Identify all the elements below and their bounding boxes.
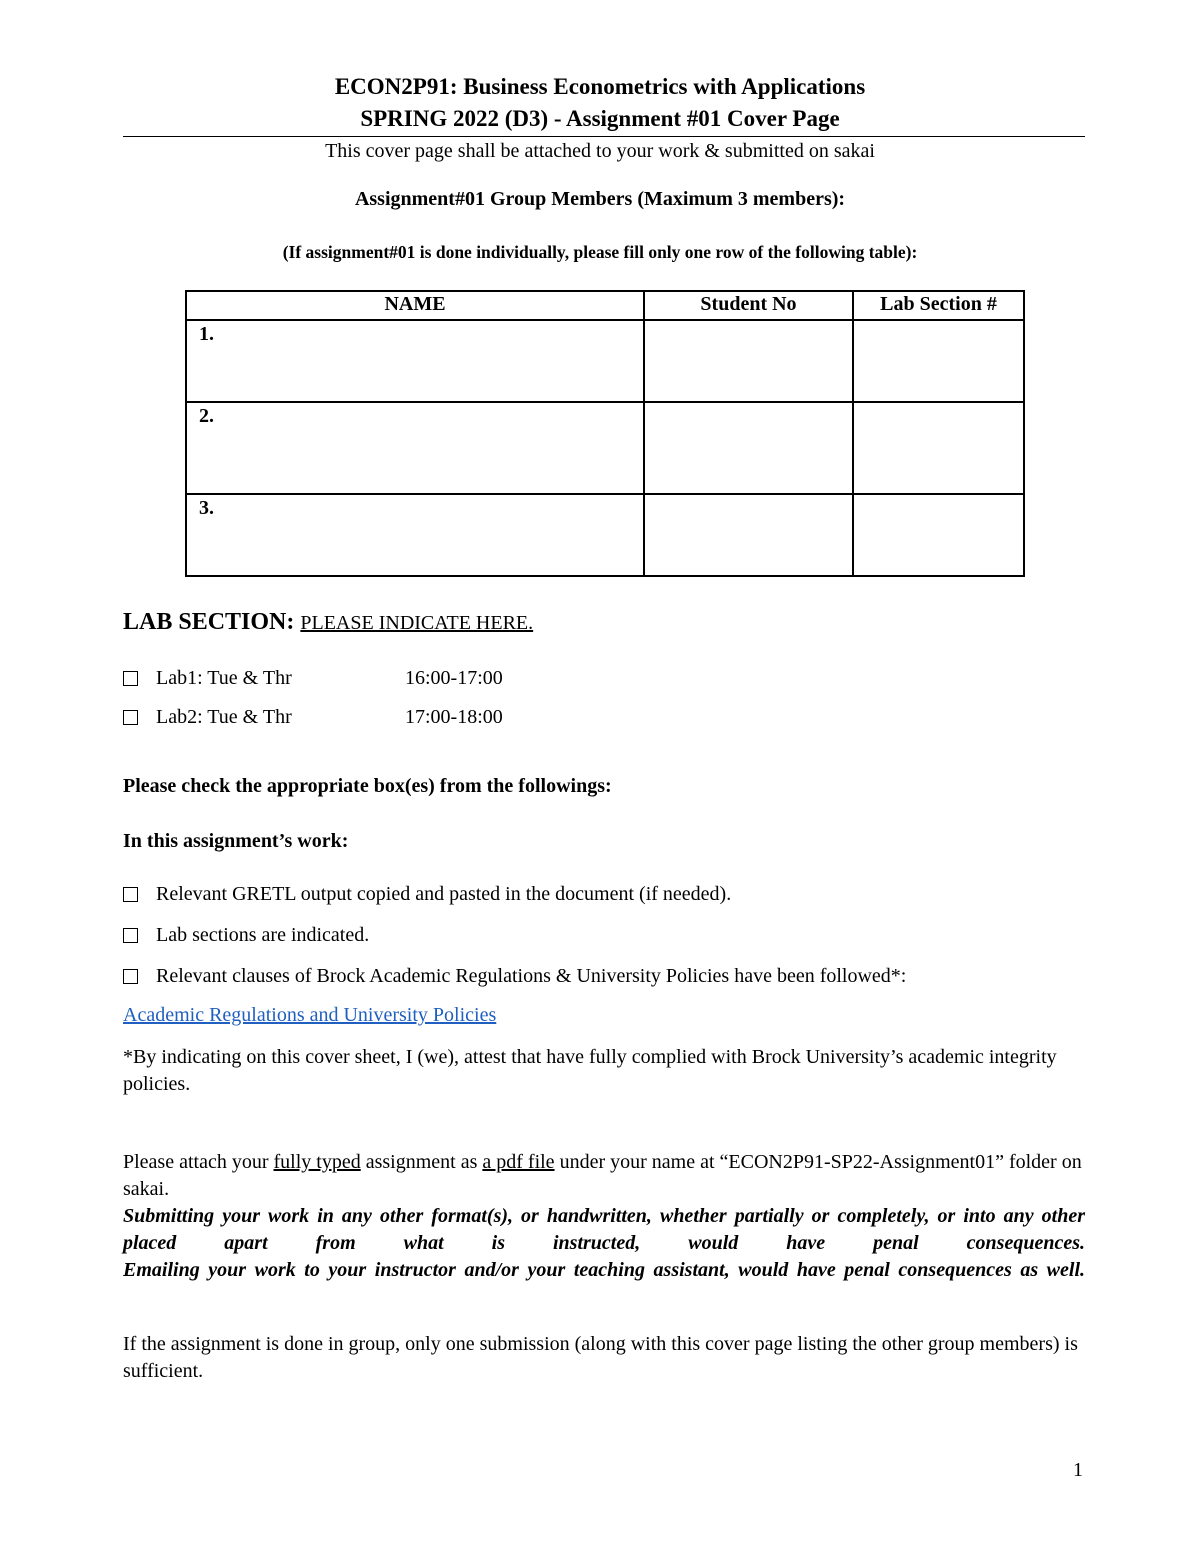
column-header-student-no: Student No [644,291,853,320]
academic-regulations-link[interactable]: Academic Regulations and University Policies [123,1004,497,1026]
lab-option-time: 17:00-18:00 [405,706,503,728]
student-no-cell[interactable] [644,494,853,576]
lab-option-1[interactable] [123,667,503,690]
lab-section-cell[interactable] [853,494,1024,576]
column-header-lab-section: Lab Section # [853,291,1024,320]
check-item-gretl[interactable] [123,883,731,906]
group-submission-note: If the assignment is done in group, only one submission (along with this cover page listing the other group members) is sufficient. [123,1333,1078,1382]
document-title: ECON2P91: Business Econometrics with Applications [334,74,866,99]
checkbox[interactable] [123,710,138,725]
title-divider [123,136,1085,137]
member-name-cell[interactable]: 1. [186,320,644,402]
table-row [186,320,1024,402]
submission-text-3: under your name at “ECON2P91-SP22-Assignment01” folder on sakai. [123,1151,1082,1200]
group-members-table [185,290,1025,577]
lab-option-2[interactable] [123,706,503,729]
document-subtitle: SPRING 2022 (D3) - Assignment #01 Cover Page [360,106,840,131]
checkbox[interactable] [123,928,138,943]
lab-section-prompt: PLEASE INDICATE HERE. [300,612,534,634]
group-instruction: (If assignment#01 is done individually, please fill only one row of the following table): [282,242,918,262]
lab-section-label: LAB SECTION: [123,609,295,635]
member-name-cell[interactable]: 3. [186,494,644,576]
check-item-label: Relevant GRETL output copied and pasted in the document (if needed). [156,883,732,905]
submission-instructions [123,1149,1085,1203]
checks-heading: Please check the appropriate box(es) from the followings: [123,775,612,797]
group-members-heading: Assignment#01 Group Members (Maximum 3 members): [354,188,846,210]
check-item-label: Relevant clauses of Brock Academic Regulations & University Policies have been followed*: [156,965,907,987]
lab-section-heading [123,609,533,636]
checkbox[interactable] [123,969,138,984]
pdf-file-emphasis: a pdf file [482,1151,555,1173]
format-warning: Submitting your work in any other format(s), or handwritten, whether partially or completely, or into any other placed apart from what is instructed, would have penal consequences. [123,1205,1085,1254]
lab-section-cell[interactable] [853,320,1024,402]
checks-subheading: In this assignment’s work: [123,830,349,852]
page-number: 1 [1073,1459,1083,1481]
submission-text-2: assignment as [360,1151,483,1173]
submission-text-1: Please attach your [123,1151,274,1173]
check-item-policies[interactable] [123,965,906,988]
checkbox[interactable] [123,887,138,902]
student-no-cell[interactable] [644,320,853,402]
student-no-cell[interactable] [644,402,853,494]
table-row [186,494,1024,576]
lab-section-cell[interactable] [853,402,1024,494]
lab-option-name: Lab2: Tue & Thr [156,706,292,728]
check-item-lab-sections[interactable] [123,924,369,947]
lab-option-time: 16:00-17:00 [405,667,503,689]
table-header-row [186,291,1024,320]
email-warning: Emailing your work to your instructor and/or your teaching assistant, would have penal consequences as well. [123,1259,1085,1281]
checkbox[interactable] [123,671,138,686]
column-header-name: NAME [186,291,644,320]
fully-typed-emphasis: fully typed [273,1151,361,1173]
check-item-label: Lab sections are indicated. [156,924,370,946]
submission-note: This cover page shall be attached to your work & submitted on sakai [325,140,875,162]
lab-option-name: Lab1: Tue & Thr [156,667,292,689]
table-row [186,402,1024,494]
member-name-cell[interactable]: 2. [186,402,644,494]
attestation-text: *By indicating on this cover sheet, I (we), attest that have fully complied with Brock University’s academic integrity policies. [123,1046,1057,1095]
